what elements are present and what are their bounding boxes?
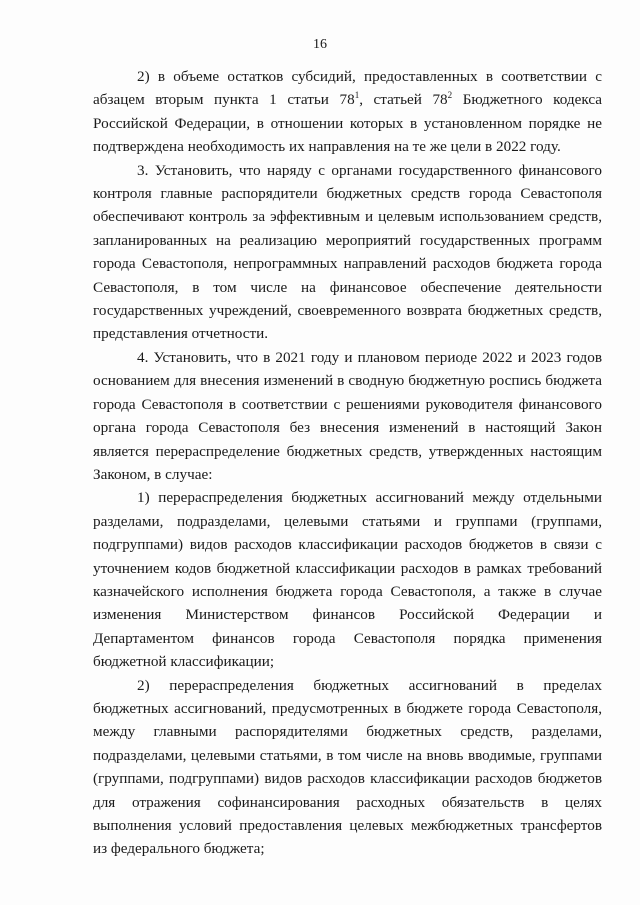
paragraph-financial-control (93, 159, 602, 346)
paragraph-item-1 (93, 486, 602, 673)
text-segment: 2) в объеме остатков субсидий, предоставленных в соответствии с абзацем вторым пункта 1 статьи 78 (93, 68, 602, 109)
superscript: 2 (447, 90, 453, 101)
text-segment: , статьей 78 (359, 91, 448, 109)
text-segment: 1) перераспределения бюджетных ассигнований между отдельными разделами, подразделами, целевыми статьями и группами (группами, подгруппами) видов расходов классификации расходов бюджетов в связи с уточнением кодов бюджетной классификации расходов в рамках требований казначейского исполнения бюджета города Севастополя, а также в случае изменения Министерством финансов Российской Федерации и Департаментом финансов города Севастополя порядка применения бюджетной классификации; (93, 489, 602, 671)
page-number: 16 (313, 37, 327, 52)
paragraph-item-2 (93, 674, 602, 861)
paragraph-budget-changes (93, 346, 602, 486)
text-segment: 3. Установить, что наряду с органами государственного финансового контроля главные распорядители бюджетных средств города Севастополя обеспечивают контроль за эффективным и целевым использованием средств, запланированных на реализацию мероприятий государственных программ города Севастополя, непрограммных направлений расходов бюджета города Севастополя, в том числе на финансовое обеспечение деятельности государственных учреждений, своевременного возврата бюджетных средств, представления отчетности. (93, 161, 602, 343)
text-segment: 2) перераспределения бюджетных ассигнований в пределах бюджетных ассигнований, предусмотренных в бюджете города Севастополя, между главными распорядителями бюджетных средств, разделами, подразделами, целевыми статьями, в том числе на вновь вводимые, группами (группами, подгруппами) видов расходов классификации расходов бюджетов для отражения софинансирования расходных обязательств в целях выполнения условий предоставления целевых межбюджетных трансфертов из федерального бюджета; (93, 676, 602, 858)
paragraph-subsidy-balances (93, 65, 602, 159)
text-segment: Бюджетного кодекса Российской Федерации, в отношении которых в установленном порядке не подтверждена необходимость их направления на те же цели в 2022 году. (93, 91, 603, 156)
text-segment: 4. Установить, что в 2021 году и плановом периоде 2022 и 2023 годов основанием для внесения изменений в сводную бюджетную роспись бюджета города Севастополя в соответствии с решениями руководителя финансового органа города Севастополя без внесения изменений в настоящий Закон является перераспределение бюджетных средств, утвержденных настоящим Законом, в случае: (93, 348, 602, 483)
document-body (93, 65, 602, 861)
superscript: 1 (354, 90, 360, 101)
